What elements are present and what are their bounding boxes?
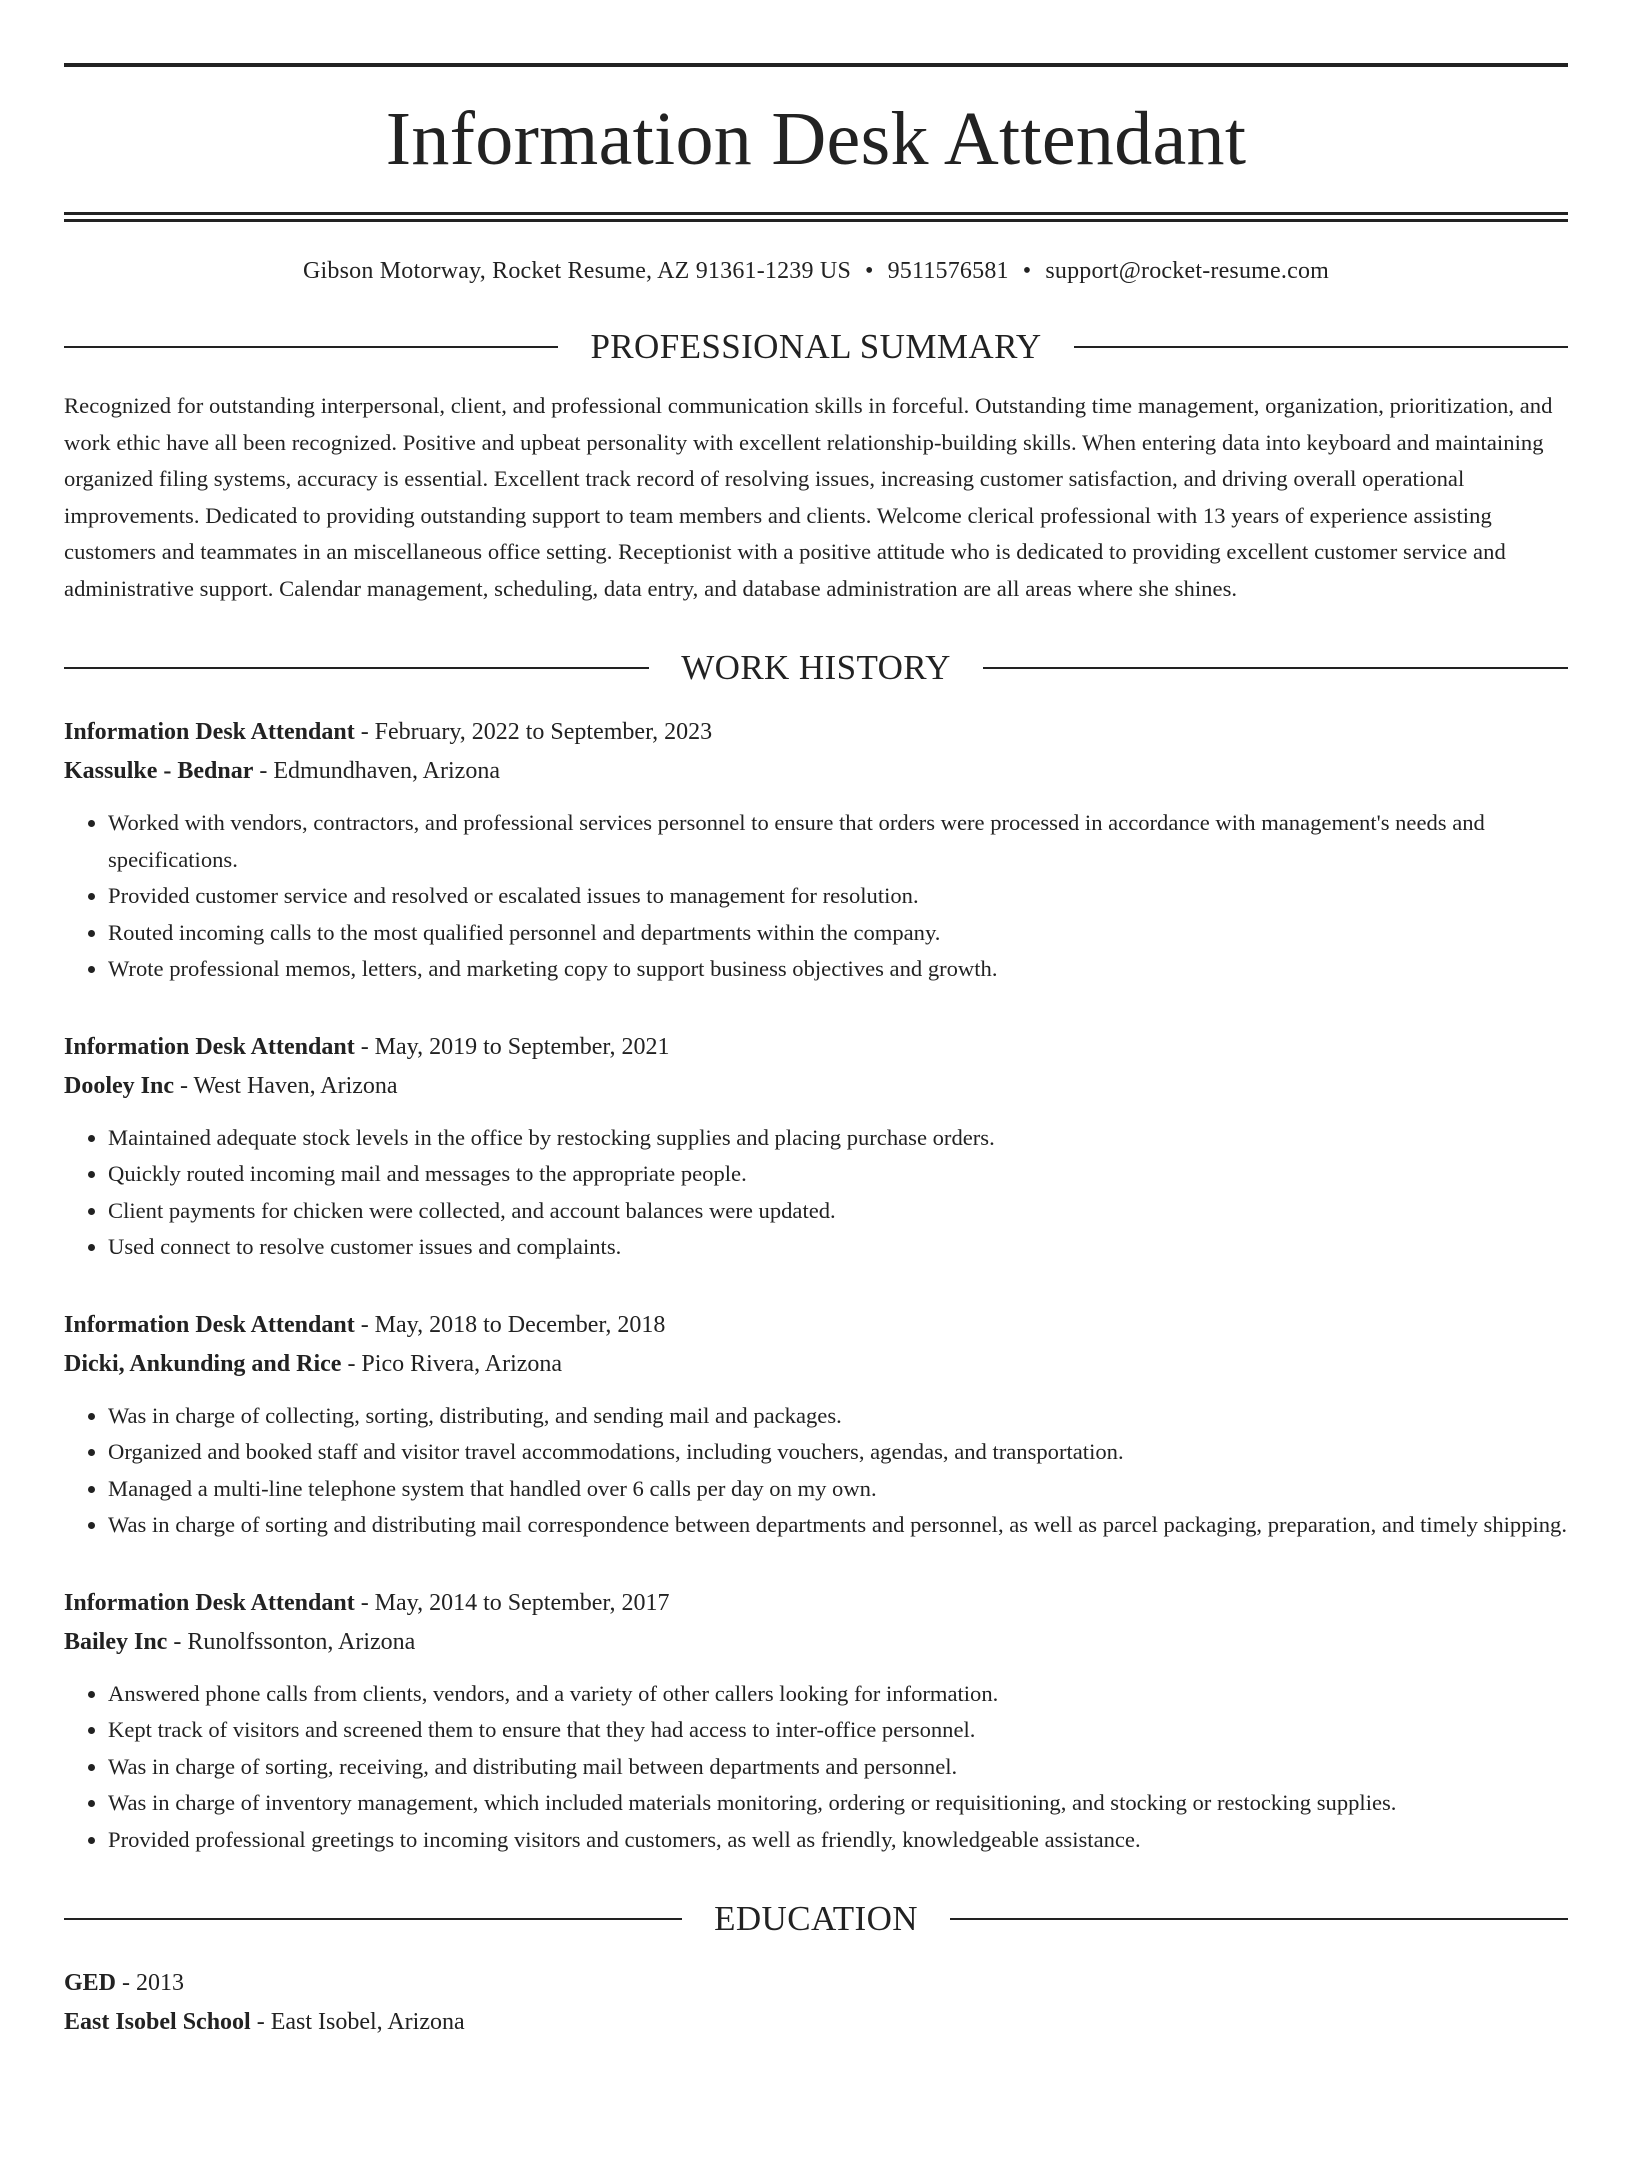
- job-company-line: [64, 752, 1568, 791]
- job-company: Kassulke - Bednar: [64, 758, 254, 784]
- job-location: - Runolfssonton, Arizona: [167, 1628, 416, 1655]
- job-title-line: [64, 713, 1568, 752]
- job-title: Information Desk Attendant: [64, 1033, 355, 1060]
- job-title: Information Desk Attendant: [64, 1311, 355, 1338]
- job-title: Information Desk Attendant: [64, 719, 355, 745]
- job-bullet: • Used connect to resolve customer issues and complaints.: [108, 1229, 1568, 1266]
- job-company: Dooley Inc: [64, 1072, 174, 1099]
- summary-heading: [64, 326, 1568, 368]
- job-location: - West Haven, Arizona: [174, 1072, 398, 1099]
- job-bullets: [64, 1676, 1568, 1859]
- job-bullet: • Was in charge of inventory management, which included materials monitoring, ordering or requisitioning, and stocking or restocking supplies.: [108, 1785, 1568, 1822]
- job-bullets: [64, 1398, 1568, 1544]
- job-bullets: [64, 805, 1568, 988]
- heading-rule-left: [64, 346, 558, 348]
- job-bullets: [64, 1120, 1568, 1266]
- job-bullet: • Was in charge of sorting and distributing mail correspondence between departments and personnel, as well as parcel packaging, preparation, and timely shipping.: [108, 1507, 1568, 1544]
- job-bullet: • Was in charge of collecting, sorting, distributing, and sending mail and packages.: [108, 1398, 1568, 1435]
- job-company-line: [64, 1623, 1568, 1662]
- job-bullet: • Kept track of visitors and screened them to ensure that they had access to inter-office personnel.: [108, 1712, 1568, 1749]
- resume-title: Information Desk Attendant: [385, 97, 1247, 181]
- job-title-line: [64, 1028, 1568, 1067]
- job-bullet: • Was in charge of sorting, receiving, and distributing mail between departments and personnel.: [108, 1749, 1568, 1786]
- job-title-line: [64, 1584, 1568, 1623]
- job-location: - Pico Rivera, Arizona: [341, 1350, 563, 1377]
- education-location: - East Isobel, Arizona: [250, 2009, 465, 2035]
- job-bullet: • Worked with vendors, contractors, and professional services personnel to ensure that orders were processed in accordance with management's needs and specifications.: [108, 805, 1568, 878]
- job-dates: - May, 2019 to September, 2021: [354, 1033, 670, 1060]
- heading-rule-right: [983, 667, 1568, 669]
- contact-separator: •: [1022, 258, 1032, 284]
- resume-page: [0, 63, 1632, 2175]
- education-school-line: [64, 2003, 1568, 2042]
- heading-rule-right: [950, 1918, 1568, 1920]
- education-year: - 2013: [116, 1970, 185, 1996]
- job-entry: [64, 1584, 1568, 1859]
- job-dates: - February, 2022 to September, 2023: [354, 719, 713, 745]
- job-company-line: [64, 1345, 1568, 1384]
- summary-heading-title: PROFESSIONAL SUMMARY: [590, 327, 1042, 366]
- work-history-heading-title: WORK HISTORY: [681, 648, 951, 687]
- contact-separator: •: [865, 258, 874, 284]
- job-bullet: • Provided customer service and resolved or escalated issues to management for resolution.: [108, 878, 1568, 915]
- education-degree: GED: [64, 1970, 117, 1996]
- job-bullet: • Quickly routed incoming mail and messages to the appropriate people.: [108, 1156, 1568, 1193]
- top-rule: [64, 63, 1568, 67]
- job-entry: [64, 1028, 1568, 1266]
- job-bullet: • Answered phone calls from clients, vendors, and a variety of other callers looking for information.: [108, 1676, 1568, 1713]
- job-location: - Edmundhaven, Arizona: [253, 758, 500, 784]
- job-bullet: • Client payments for chicken were collected, and account balances were updated.: [108, 1193, 1568, 1230]
- job-bullet: • Organized and booked staff and visitor travel accommodations, including vouchers, agendas, and transportation.: [108, 1434, 1568, 1471]
- job-entry: [64, 1306, 1568, 1544]
- contact-address: Gibson Motorway, Rocket Resume, AZ 91361-1239 US: [302, 258, 851, 284]
- education-degree-line: [64, 1964, 1568, 2003]
- job-company: Bailey Inc: [64, 1628, 168, 1655]
- education-heading: [64, 1898, 1568, 1940]
- education-entry: [64, 1964, 1568, 2042]
- contact-email: support@rocket-resume.com: [1045, 258, 1330, 284]
- education-heading-title: EDUCATION: [714, 1899, 918, 1938]
- job-dates: - May, 2018 to December, 2018: [354, 1311, 666, 1338]
- education-school: East Isobel School: [64, 2009, 251, 2035]
- job-bullet: • Routed incoming calls to the most qualified personnel and departments within the company.: [108, 915, 1568, 952]
- header-double-rule: [64, 212, 1568, 222]
- heading-rule-left: [64, 1918, 682, 1920]
- work-history-heading: [64, 647, 1568, 689]
- job-bullet: • Maintained adequate stock levels in the office by restocking supplies and placing purchase orders.: [108, 1120, 1568, 1157]
- heading-rule-right: [1074, 346, 1568, 348]
- job-title-line: [64, 1306, 1568, 1345]
- contact-line: [64, 256, 1568, 286]
- job-company-line: [64, 1067, 1568, 1106]
- job-bullet: • Provided professional greetings to incoming visitors and customers, as well as friendly, knowledgeable assistance.: [108, 1822, 1568, 1859]
- job-bullet: • Wrote professional memos, letters, and marketing copy to support business objectives and growth.: [108, 951, 1568, 988]
- summary-text: Recognized for outstanding interpersonal, client, and professional communication skills in forceful. Outstanding time management, organization, prioritization, and work ethic have all been recognized. Positive and upbeat personality with excellent relationship-building skills. When entering data into keyboard and maintaining organized filing systems, accuracy is essential. Excellent track record of resolving issues, increasing customer satisfaction, and driving overall operational improvements. Dedicated to providing outstanding support to team members and clients. Welcome clerical professional with 13 years of experience assisting customers and teammates in an miscellaneous office setting. Receptionist with a positive attitude who is dedicated to providing excellent customer service and administrative support. Calendar management, scheduling, data entry, and database administration are all areas where she shines.: [64, 393, 1553, 601]
- job-title: Information Desk Attendant: [64, 1589, 355, 1616]
- job-bullet: • Managed a multi-line telephone system that handled over 6 calls per day on my own.: [108, 1471, 1568, 1508]
- job-dates: - May, 2014 to September, 2017: [354, 1589, 670, 1616]
- heading-rule-left: [64, 667, 649, 669]
- contact-phone: 9511576581: [887, 258, 1009, 284]
- job-entry: [64, 713, 1568, 988]
- job-company: Dicki, Ankunding and Rice: [64, 1350, 342, 1377]
